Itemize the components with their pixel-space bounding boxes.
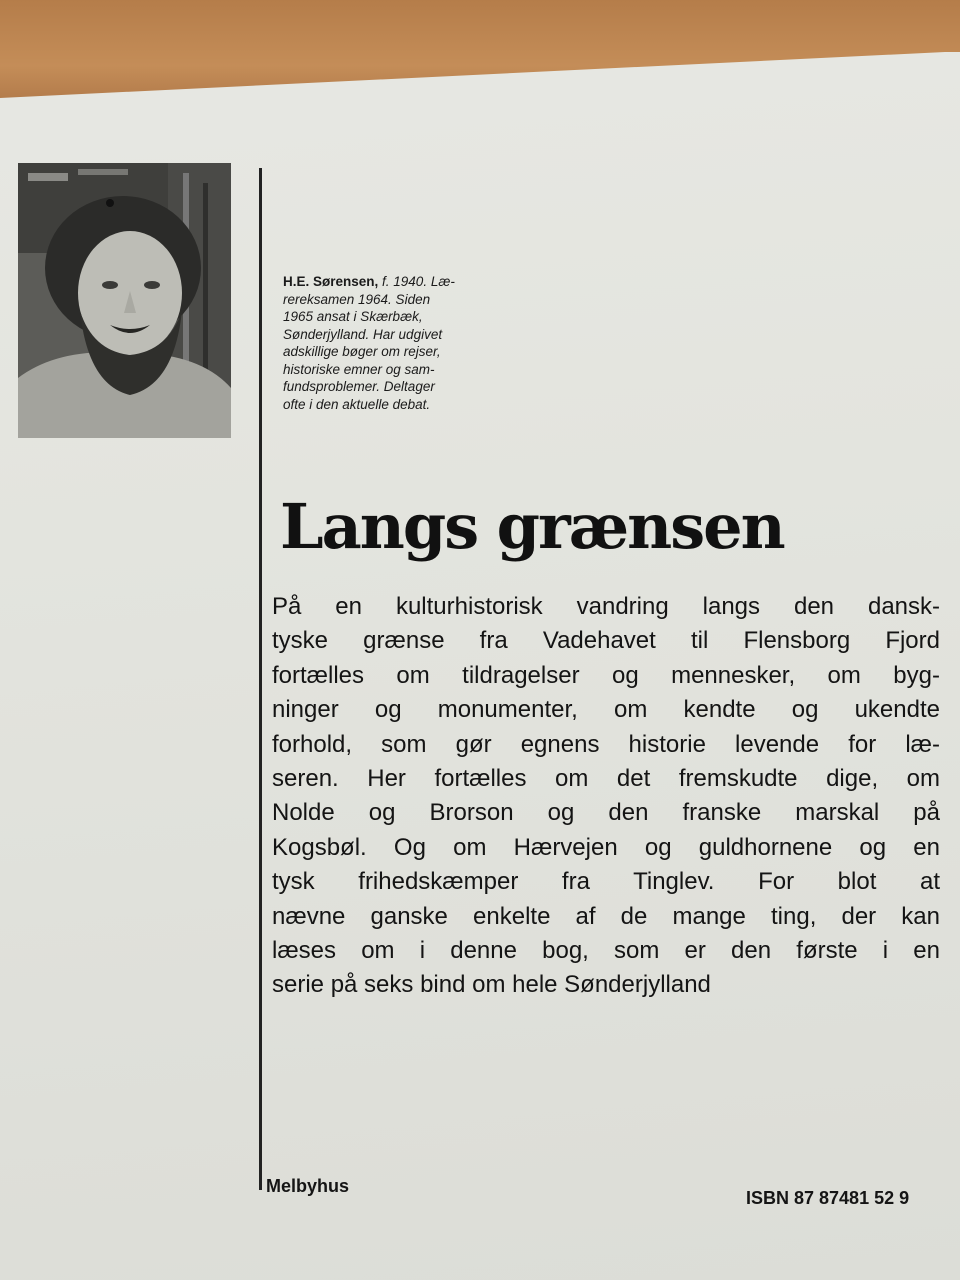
- bio-line: 1965 ansat i Skærbæk,: [283, 309, 423, 324]
- publisher-name: Melbyhus: [266, 1176, 350, 1196]
- bio-line: ofte i den aktuelle debat.: [283, 396, 431, 412]
- bio-line: fundsproblemer. Deltager: [283, 379, 435, 394]
- book-description: [272, 590, 940, 1003]
- description-line: ninger og monumenter, om kendte og ukendte: [272, 696, 940, 724]
- bio-line: adskillige bøger om rejser,: [283, 344, 441, 359]
- author-bio: [283, 273, 513, 413]
- author-name: H.E. Sørensen,: [283, 274, 379, 289]
- description-line: Nolde og Brorson og den franske marskal på: [272, 799, 940, 827]
- author-photo: [18, 163, 231, 438]
- bio-line: Sønderjylland. Har udgivet: [283, 326, 443, 342]
- book-title: Langs grænsen: [280, 490, 784, 563]
- description-line: tyske grænse fra Vadehavet til Flensborg Fjord: [272, 627, 940, 655]
- description-line: seren. Her fortælles om det fremskudte dige, om: [272, 765, 940, 793]
- description-line: forhold, som gør egnens historie levende for læ-: [272, 730, 940, 758]
- bio-line: rereksamen 1964. Siden: [283, 291, 431, 307]
- bio-line: historiske emner og sam-: [283, 361, 435, 377]
- description-line: På en kulturhistorisk vandring langs den dansk-: [272, 593, 940, 620]
- vertical-rule: [259, 168, 262, 1190]
- description-line: læses om i denne bog, som er den første i en: [272, 937, 940, 965]
- description-line: fortælles om tildragelser og mennesker, om byg-: [272, 661, 940, 689]
- description-line: tysk frihedskæmper fra Tinglev. For blot at: [272, 868, 940, 896]
- description-line: nævne ganske enkelte af de mange ting, der kan: [272, 902, 940, 930]
- description-line: serie på seks bind om hele Sønderjylland: [272, 971, 711, 999]
- isbn-number: ISBN 87 87481 52 9: [746, 1188, 910, 1208]
- author-portrait-image: [18, 163, 231, 438]
- bio-line: f. 1940. Læ-: [378, 274, 455, 289]
- description-line: Kogsbøl. Og om Hærvejen og guldhornene og en: [272, 833, 940, 861]
